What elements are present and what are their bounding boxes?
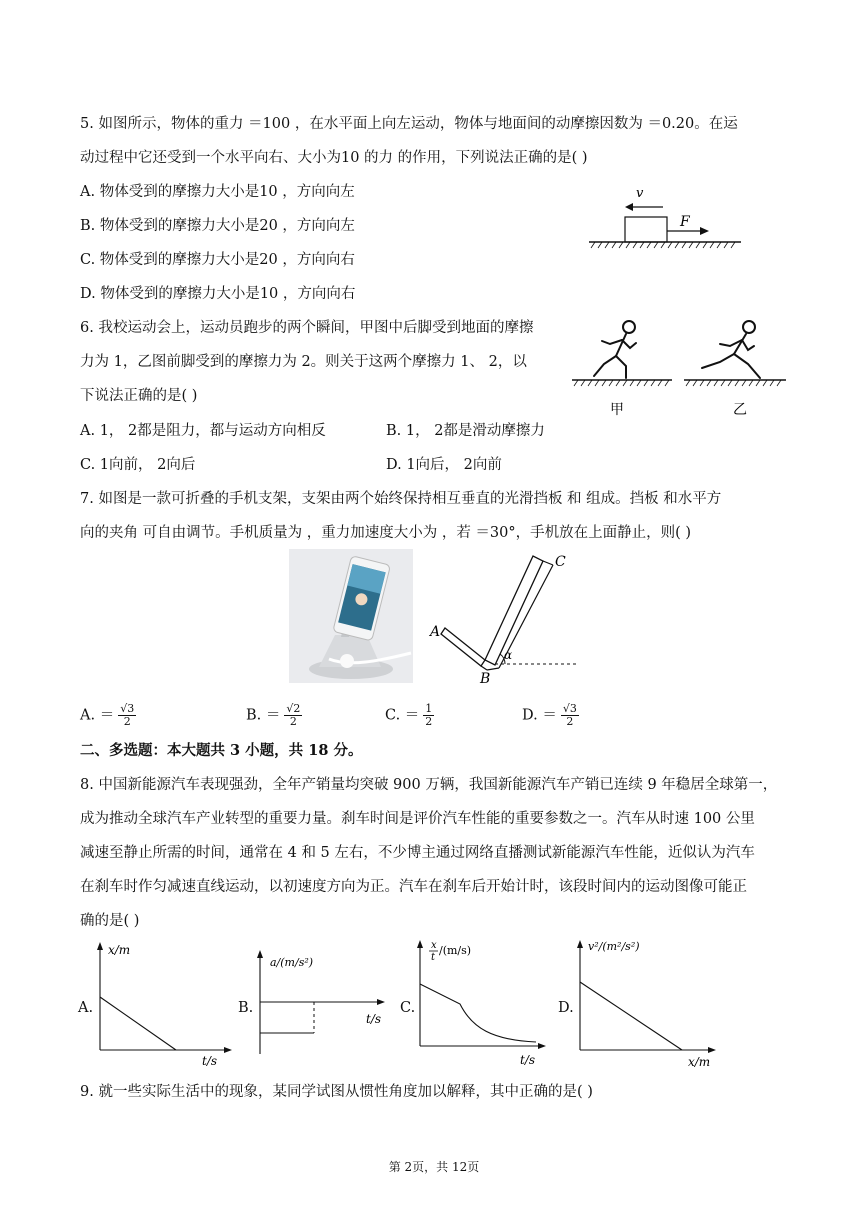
angle-alpha-label: α	[504, 648, 513, 662]
q6-option-c: C. 1向前， 2向后	[80, 457, 196, 473]
block	[625, 217, 667, 242]
q5-stem-line2: 动过程中它还受到一个水平向右、大小为10 的力 的作用，下列说法正确的是( )	[80, 150, 588, 166]
point-c-label: C	[555, 554, 566, 570]
point-a-label: A	[430, 624, 441, 640]
graph-b-ylabel: a/(m/s²)	[270, 956, 314, 969]
phone-stand-photo	[289, 549, 413, 683]
q7-option-b: B. ＝ $\frac{√2}{2}$	[246, 702, 301, 728]
section-heading-multiple-choice: 二、多选题：本大题共 3 小题，共 18 分。	[80, 742, 363, 759]
velocity-label: v	[636, 186, 644, 201]
q8-graph-b-at	[256, 948, 391, 1060]
q5-option-b: B. 物体受到的摩擦力大小是20 ，方向向左	[80, 218, 355, 234]
q6-option-b: B. 1， 2都是滑动摩擦力	[386, 423, 545, 439]
q6-option-d: D. 1向后， 2向前	[386, 457, 502, 473]
q8-graph-a-xt	[96, 940, 236, 1070]
page-footer: 第 2页，共 12页	[388, 1160, 480, 1174]
q9-stem-line1: 9. 就一些实际生活中的现象，某同学试图从惯性角度加以解释，其中正确的是( )	[80, 1084, 593, 1100]
graph-b-xlabel: t/s	[366, 1012, 382, 1026]
graph-c-xlabel: t/s	[520, 1053, 536, 1067]
q5-option-c: C. 物体受到的摩擦力大小是20 ，方向向右	[80, 252, 355, 268]
q8-graph-d-v2x	[576, 938, 726, 1072]
q8-stem-line2: 成为推动全球汽车产业转型的重要力量。刹车时间是评价汽车性能的重要参数之一。汽车从时速 100 公里	[80, 811, 755, 827]
graph-a-xlabel: t/s	[202, 1054, 218, 1068]
q7-figure-stand-diagram	[425, 548, 590, 688]
q7-stem-line1: 7. 如图是一款可折叠的手机支架，支架由两个始终保持相互垂直的光滑挡板 和 组成。挡板 和水平方	[80, 491, 722, 507]
graph-d-xlabel: x/m	[688, 1055, 711, 1069]
q6-figure-runners	[570, 316, 790, 424]
q8-option-b-label: B.	[238, 1000, 254, 1016]
q8-stem-line3: 减速至静止所需的时间，通常在 4 和 5 左右，不少博主通过网络直播测试新能源汽车性能，近似认为汽车	[80, 845, 755, 861]
q8-stem-line1: 8. 中国新能源汽车表现强劲，全年产销量均突破 900 万辆，我国新能源汽车产销已连续 9 年稳居全球第一，	[80, 777, 778, 793]
q8-stem-line5: 确的是( )	[80, 913, 140, 929]
q7-option-a: A. ＝ $\frac{√3}{2}$	[80, 702, 135, 728]
force-label: F	[680, 214, 690, 230]
graph-d-ylabel: v²/(m²/s²)	[588, 940, 640, 953]
q7-option-d: D. ＝ $\frac{√3}{2}$	[522, 702, 577, 728]
graph-d-line	[580, 982, 682, 1050]
q5-figure-block-on-ground	[585, 183, 745, 253]
graph-c-curve	[420, 984, 536, 1042]
graph-c-ylabel-denominator: t	[431, 952, 436, 963]
q7-stem-line2: 向的夹角 可自由调节。手机质量为 ，重力加速度大小为 ，若 ＝30°，手机放在上面静止，则( )	[80, 525, 692, 541]
q8-stem-line4: 在刹车时作匀减速直线运动，以初速度方向为正。汽车在刹车后开始计时，该段时间内的运动图像可能正	[80, 879, 747, 895]
graph-a-ylabel: x/m	[108, 943, 131, 957]
graph-c-ylabel-unit: /(m/s)	[439, 944, 472, 957]
graph-c-ylabel-numerator: x	[431, 940, 437, 951]
q6-stem-line1: 6. 我校运动会上，运动员跑步的两个瞬间，甲图中后脚受到地面的摩擦	[80, 320, 534, 336]
q8-option-c-label: C.	[400, 1000, 416, 1016]
q8-graph-c-xt-over-t	[416, 938, 551, 1072]
figure-label-jia: 甲	[610, 402, 624, 418]
q7-option-c: C. ＝ $\frac{1}{2}$	[385, 702, 433, 728]
q8-option-a-label: A.	[78, 1000, 94, 1016]
q5-option-d: D. 物体受到的摩擦力大小是10 ，方向向右	[80, 286, 356, 302]
q8-option-d-label: D.	[558, 1000, 574, 1016]
q6-stem-line3: 下说法正确的是( )	[80, 388, 198, 404]
point-b-label: B	[480, 671, 491, 687]
q6-stem-line2: 力为 1，乙图前脚受到的摩擦力为 2。则关于这两个摩擦力 1、 2，以	[80, 354, 527, 370]
graph-a-line	[100, 997, 176, 1050]
q5-option-a: A. 物体受到的摩擦力大小是10 ，方向向左	[80, 184, 355, 200]
q6-option-a: A. 1， 2都是阻力，都与运动方向相反	[80, 423, 326, 439]
figure-label-yi: 乙	[733, 402, 747, 418]
q5-stem-line1: 5. 如图所示，物体的重力 ＝100 ，在水平面上向左运动，物体与地面间的动摩擦因数为 ＝0.20。在运	[80, 116, 738, 132]
